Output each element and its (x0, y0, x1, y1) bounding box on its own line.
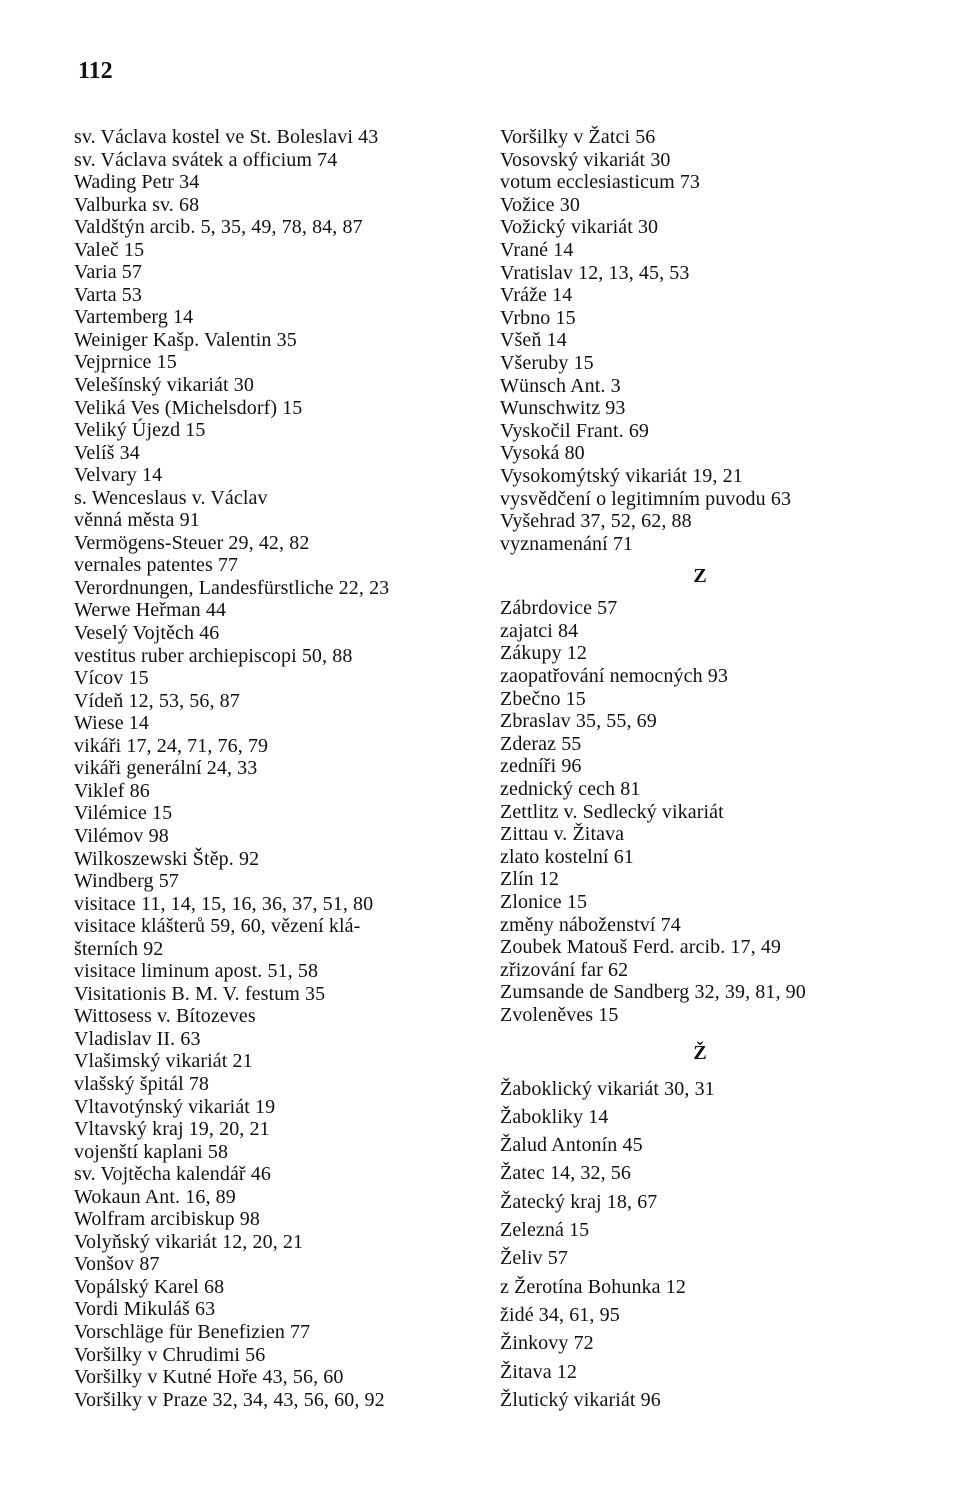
index-entry: Vilémice 15 (74, 802, 173, 825)
section-letter-zh: Ž (693, 1041, 707, 1064)
index-entry: visitace klášterů 59, 60, vězení klá- (74, 915, 361, 938)
index-entry: Vlašimský vikariát 21 (74, 1050, 253, 1073)
page-number: 112 (78, 58, 113, 84)
index-entry: Žitava 12 (500, 1360, 577, 1383)
index-entry: Zittau v. Žitava (500, 823, 625, 846)
index-entry: Viklef 86 (74, 779, 150, 802)
index-entry: vysvědčení o legitimním puvodu 63 (500, 487, 792, 510)
index-entry: visitace liminum apost. 51, 58 (74, 960, 319, 983)
index-entry: zaopatřování nemocných 93 (500, 665, 728, 688)
index-entry: Zvoleněves 15 (500, 1003, 619, 1026)
index-entry: Vosovský vikariát 30 (500, 148, 671, 171)
index-entry: vestitus ruber archiepiscopi 50, 88 (74, 644, 353, 667)
index-entry: votum ecclesiasticum 73 (500, 171, 701, 194)
index-entry: Wiese 14 (74, 712, 149, 735)
index-entry: Žatec 14, 32, 56 (500, 1162, 632, 1185)
index-entry: vyznamenání 71 (500, 532, 634, 555)
index-entry: Všeň 14 (500, 329, 567, 352)
index-entry: Voršilky v Praze 32, 34, 43, 56, 60, 92 (74, 1388, 385, 1411)
index-entry: Wünsch Ant. 3 (500, 374, 621, 397)
index-entry: Werwe Heřman 44 (74, 599, 227, 622)
index-entry: Valeč 15 (74, 238, 145, 261)
index-block-zh (500, 1075, 910, 1415)
index-block-v (500, 126, 910, 555)
index-entry: Vysoká 80 (500, 442, 585, 465)
index-entry: Veliký Újezd 15 (74, 419, 206, 442)
index-entry: vlašský špitál 78 (74, 1072, 210, 1095)
index-entry: zlato kostelní 61 (500, 845, 634, 868)
index-entry: Varia 57 (74, 261, 142, 284)
index-entry: Vráže 14 (500, 284, 573, 307)
index-entry: Žalud Antonín 45 (500, 1134, 643, 1157)
index-entry: Vysokomýtský vikariát 19, 21 (500, 464, 743, 487)
index-entry: Zákupy 12 (500, 642, 587, 665)
index-entry: Veliká Ves (Michelsdorf) 15 (74, 396, 303, 419)
index-entry: Vltavotýnský vikariát 19 (74, 1095, 276, 1118)
index-entry: Varta 53 (74, 283, 142, 306)
index-entry: Zelezná 15 (500, 1219, 590, 1242)
index-entry: Všeruby 15 (500, 351, 594, 374)
index-entry: Voršilky v Žatci 56 (500, 126, 656, 148)
index-entry: Vilémov 98 (74, 824, 169, 847)
index-entry: Vladislav II. 63 (74, 1027, 201, 1050)
index-entry: Vrbno 15 (500, 306, 576, 329)
index-entry: Zábrdovice 57 (500, 597, 618, 620)
index-entry: Žabokliky 14 (500, 1105, 609, 1128)
index-entry: Zumsande de Sandberg 32, 39, 81, 90 (500, 981, 806, 1004)
index-entry: sv. Václava svátek a officium 74 (74, 148, 338, 171)
index-entry: Weiniger Kašp. Valentin 35 (74, 328, 297, 351)
index-entry: Zlonice 15 (500, 891, 588, 913)
index-entry: Vejprnice 15 (74, 351, 177, 374)
index-entry: Vyšehrad 37, 52, 62, 88 (500, 510, 692, 533)
index-entry: Wolfram arcibiskup 98 (74, 1208, 260, 1231)
index-entry: Vltavský kraj 19, 20, 21 (74, 1118, 270, 1141)
index-entry: Wokaun Ant. 16, 89 (74, 1185, 236, 1208)
index-entry: Wunschwitz 93 (500, 397, 626, 420)
index-entry: sv. Vojtěcha kalendář 46 (74, 1163, 271, 1186)
index-entry: vikáři generální 24, 33 (74, 757, 258, 780)
index-entry: zřizování far 62 (500, 958, 629, 981)
index-entry: Vonšov 87 (74, 1253, 160, 1276)
index-entry: Wittosess v. Bítozeves (74, 1005, 256, 1028)
index-entry: Visitationis B. M. V. festum 35 (74, 982, 326, 1005)
index-entry: Želiv 57 (500, 1247, 569, 1270)
index-entry: vikáři 17, 24, 71, 76, 79 (74, 734, 269, 757)
index-entry: Velešínský vikariát 30 (74, 374, 254, 397)
index-entry: Vartemberg 14 (74, 306, 194, 329)
index-entry: Vordi Mikuláš 63 (74, 1298, 216, 1321)
index-entry: Vermögens-Steuer 29, 42, 82 (74, 531, 310, 554)
index-entry: Wilkoszewski Štěp. 92 (74, 847, 260, 870)
index-entry: zajatci 84 (500, 619, 579, 642)
index-column-right (500, 126, 910, 1414)
index-entry: Vrané 14 (500, 238, 574, 261)
index-entry: židé 34, 61, 95 (500, 1303, 620, 1326)
index-entry: Zbečno 15 (500, 687, 586, 710)
index-entry: Zbraslav 35, 55, 69 (500, 710, 657, 733)
index-entry: Vyskočil Frant. 69 (500, 419, 650, 442)
index-entry: Volyňský vikariát 12, 20, 21 (74, 1230, 304, 1253)
section-letter-z: Z (693, 565, 707, 588)
index-entry: Velíš 34 (74, 441, 140, 464)
index-entry: Verordnungen, Landesfürstliche 22, 23 (74, 576, 390, 599)
index-entry: Žaboklický vikariát 30, 31 (500, 1077, 715, 1100)
index-entry: Vopálský Karel 68 (74, 1275, 225, 1298)
index-entry: Zlín 12 (500, 868, 560, 891)
index-entry: Valdštýn arcib. 5, 35, 49, 78, 84, 87 (74, 216, 363, 239)
index-entry: vernales patentes 77 (74, 554, 239, 577)
index-entry: Vratislav 12, 13, 45, 53 (500, 261, 690, 284)
index-entry: z Žerotína Bohunka 12 (500, 1275, 686, 1298)
index-entry: Vorschläge für Benefizien 77 (74, 1320, 311, 1343)
index-entry: změny náboženství 74 (500, 913, 681, 936)
index-block-z (500, 597, 910, 1026)
index-entry: šterních 92 (74, 937, 164, 960)
index-entry: Žinkovy 72 (500, 1332, 594, 1355)
index-entry: Zoubek Matouš Ferd. arcib. 17, 49 (500, 936, 782, 959)
index-entry: s. Wenceslaus v. Václav (74, 486, 268, 509)
index-entry: visitace 11, 14, 15, 16, 36, 37, 51, 80 (74, 892, 374, 915)
index-entry: Veselý Vojtěch 46 (74, 622, 220, 645)
index-entry: Windberg 57 (74, 870, 179, 893)
index-entry: Valburka sv. 68 (74, 193, 200, 216)
index-entry: věnná města 91 (74, 509, 200, 532)
index-entry: Velvary 14 (74, 464, 163, 487)
index-entry: Vídeň 12, 53, 56, 87 (74, 689, 240, 712)
index-entry: Vožice 30 (500, 193, 580, 216)
index-entry: Žlutický vikariát 96 (500, 1388, 661, 1411)
index-entry: zednický cech 81 (500, 778, 641, 801)
index-entry: zedníři 96 (500, 755, 582, 778)
index-entry: Voršilky v Chrudimi 56 (74, 1343, 266, 1366)
index-entry: Zderaz 55 (500, 732, 582, 755)
index-column-left (74, 126, 484, 1411)
index-entry: Wading Petr 34 (74, 171, 200, 194)
index-entry: Vožický vikariát 30 (500, 216, 659, 239)
index-entry: Vícov 15 (74, 667, 149, 690)
index-entry: Voršilky v Kutné Hoře 43, 56, 60 (74, 1366, 344, 1389)
index-entry: Žatecký kraj 18, 67 (500, 1190, 658, 1213)
index-entry: Zettlitz v. Sedlecký vikariát (500, 800, 724, 823)
index-entry: vojenští kaplani 58 (74, 1140, 229, 1163)
index-entry: sv. Václava kostel ve St. Boleslavi 43 (74, 126, 379, 148)
